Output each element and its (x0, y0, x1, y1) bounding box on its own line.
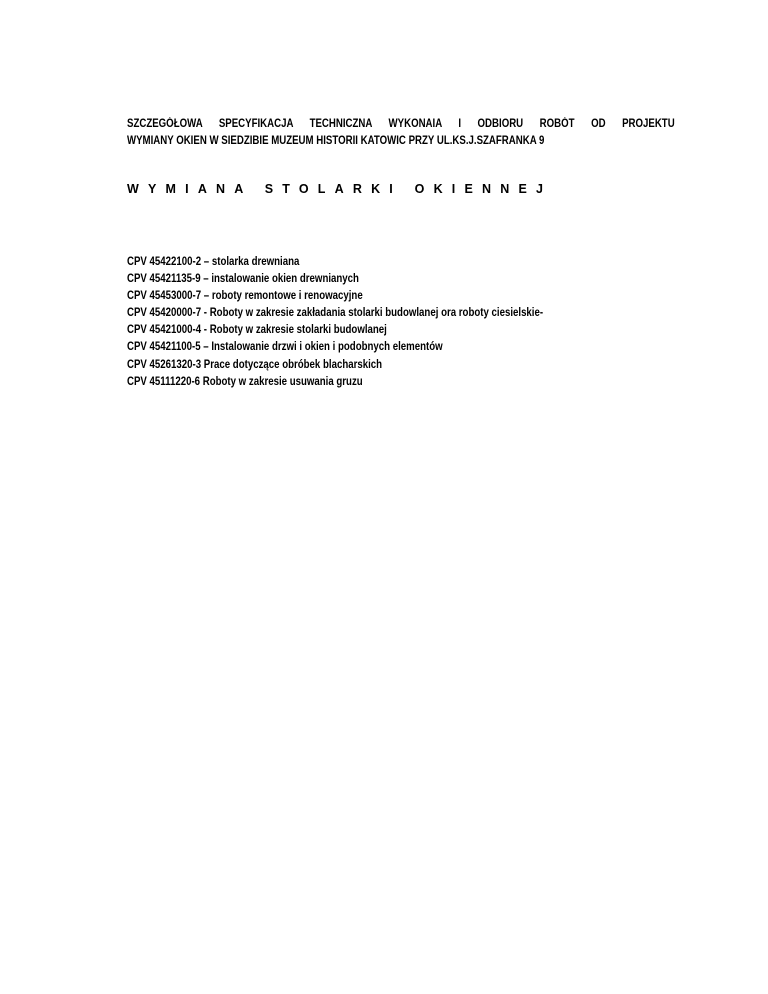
document-header (127, 116, 675, 150)
cpv-item: CPV 45261320-3 Prace dotyczące obróbek blacharskich (127, 358, 383, 371)
cpv-item: CPV 45420000-7 - Roboty w zakresie zakładania stolarki budowlanej ora roboty ciesielskie- (127, 307, 544, 320)
cpv-item: CPV 45421135-9 – instalowanie okien drewnianych (127, 273, 359, 286)
cpv-code-list (127, 254, 543, 391)
cpv-item: CPV 45453000-7 – roboty remontowe i renowacyjne (127, 290, 363, 303)
section-title: WYMIANA STOLARKI OKIENNEJ (127, 182, 553, 196)
cpv-item: CPV 45111220-6 Roboty w zakresie usuwania gruzu (127, 375, 363, 388)
cpv-item: CPV 45421000-4 - Roboty w zakresie stolarki budowlanej (127, 324, 387, 337)
cpv-item: CPV 45421100-5 – Instalowanie drzwi i okien i podobnych elementów (127, 341, 443, 354)
header-line-2: WYMIANY OKIEN W SIEDZIBIE MUZEUM HISTORII KATOWIC PRZY UL.KS.J.SZAFRANKA 9 (127, 135, 545, 147)
cpv-item: CPV 45422100-2 – stolarka drewniana (127, 256, 300, 268)
header-line-1: SZCZEGÓŁOWA SPECYFIKACJA TECHNICZNA WYKONAIA I ODBIORU ROBÓT OD PROJEKTU (127, 118, 675, 130)
